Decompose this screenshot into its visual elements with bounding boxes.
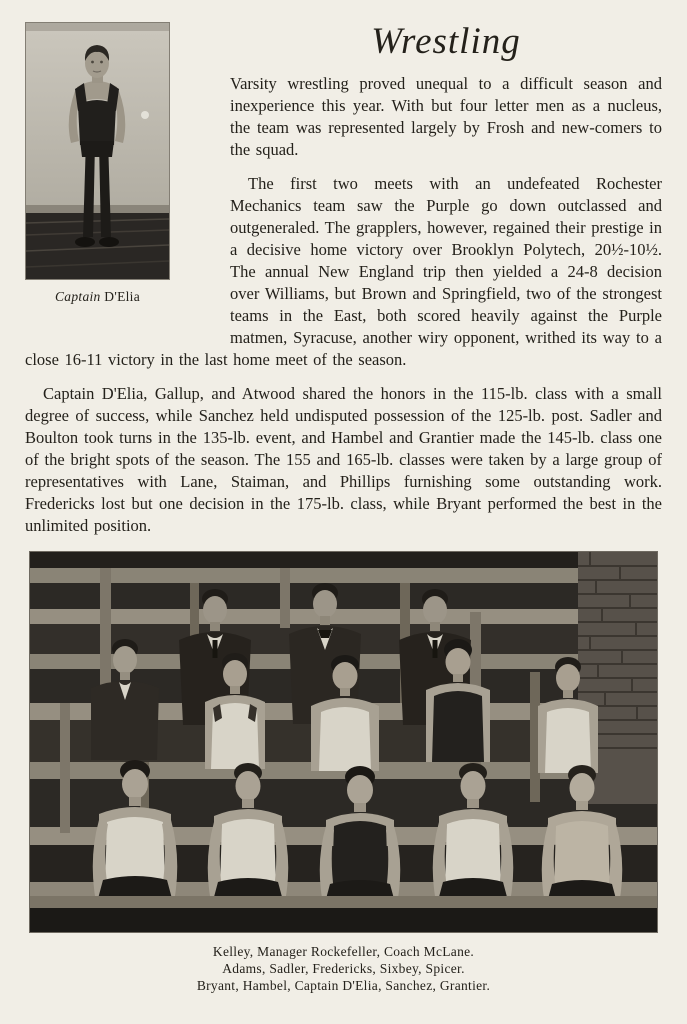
captain-portrait-figure	[25, 22, 230, 305]
team-photo-captions	[25, 943, 662, 994]
portrait-caption-role: Captain	[54, 289, 101, 304]
page-title: Wrestling	[371, 21, 521, 62]
portrait-caption	[25, 289, 170, 305]
bench-front-edge	[30, 896, 657, 908]
caption-back-row: Kelley, Manager Rockefeller, Coach McLane.	[212, 943, 475, 959]
body-paragraph-1: Varsity wrestling proved unequal to a difficult season and inexperience this year. With but four letter men as a nucleus, the team was represented largely by Frosh and new-comers to the squad.	[230, 73, 662, 159]
body-paragraph-3: Captain D'Elia, Gallup, and Atwood shared the honors in the 115-lb. class with a small degree of success, while Sanchez held undisputed possession of the 125-lb. post. Sadler and Boulton took turns in the 135-lb. event, and Hambel and Grantier made the 145-lb. class one of the bright spots of the season. The 155 and 165-lb. classes were taken by a large group of representatives with Lane, Staiman, and Phillips furnishing some outstanding work. Fredericks lost but one decision in the 175-lb. class, while Bryant performed the best in the unlimited position.	[25, 383, 662, 535]
portrait-caption-name: D'Elia	[104, 289, 141, 304]
captain-portrait-photo	[25, 22, 170, 280]
team-photo-illustration	[30, 552, 657, 932]
caption-middle-row: Adams, Sadler, Fredericks, Sixbey, Spicer.	[222, 960, 465, 976]
caption-front-row: Bryant, Hambel, Captain D'Elia, Sanchez, Grantier.	[196, 977, 491, 993]
team-photo	[29, 551, 658, 933]
body-paragraph-2: The first two meets with an undefeated Rochester Mechanics team saw the Purple go down outclassed and outgeneraled. The grapplers, however, regained their prestige in a decisive home victory over Brooklyn Polytech, 20½-10½. The annual New England trip then yielded a 24-8 decision over Williams, but Brown and Springfield, two of the strongest teams in the East, both scored heavily against the Purple matmen, Syracuse, another wiry opponent, writhed its way to a close 16-11 victory in the last home meet of the season.	[25, 173, 662, 369]
captain-portrait-illustration	[26, 23, 169, 279]
floor	[30, 908, 657, 932]
